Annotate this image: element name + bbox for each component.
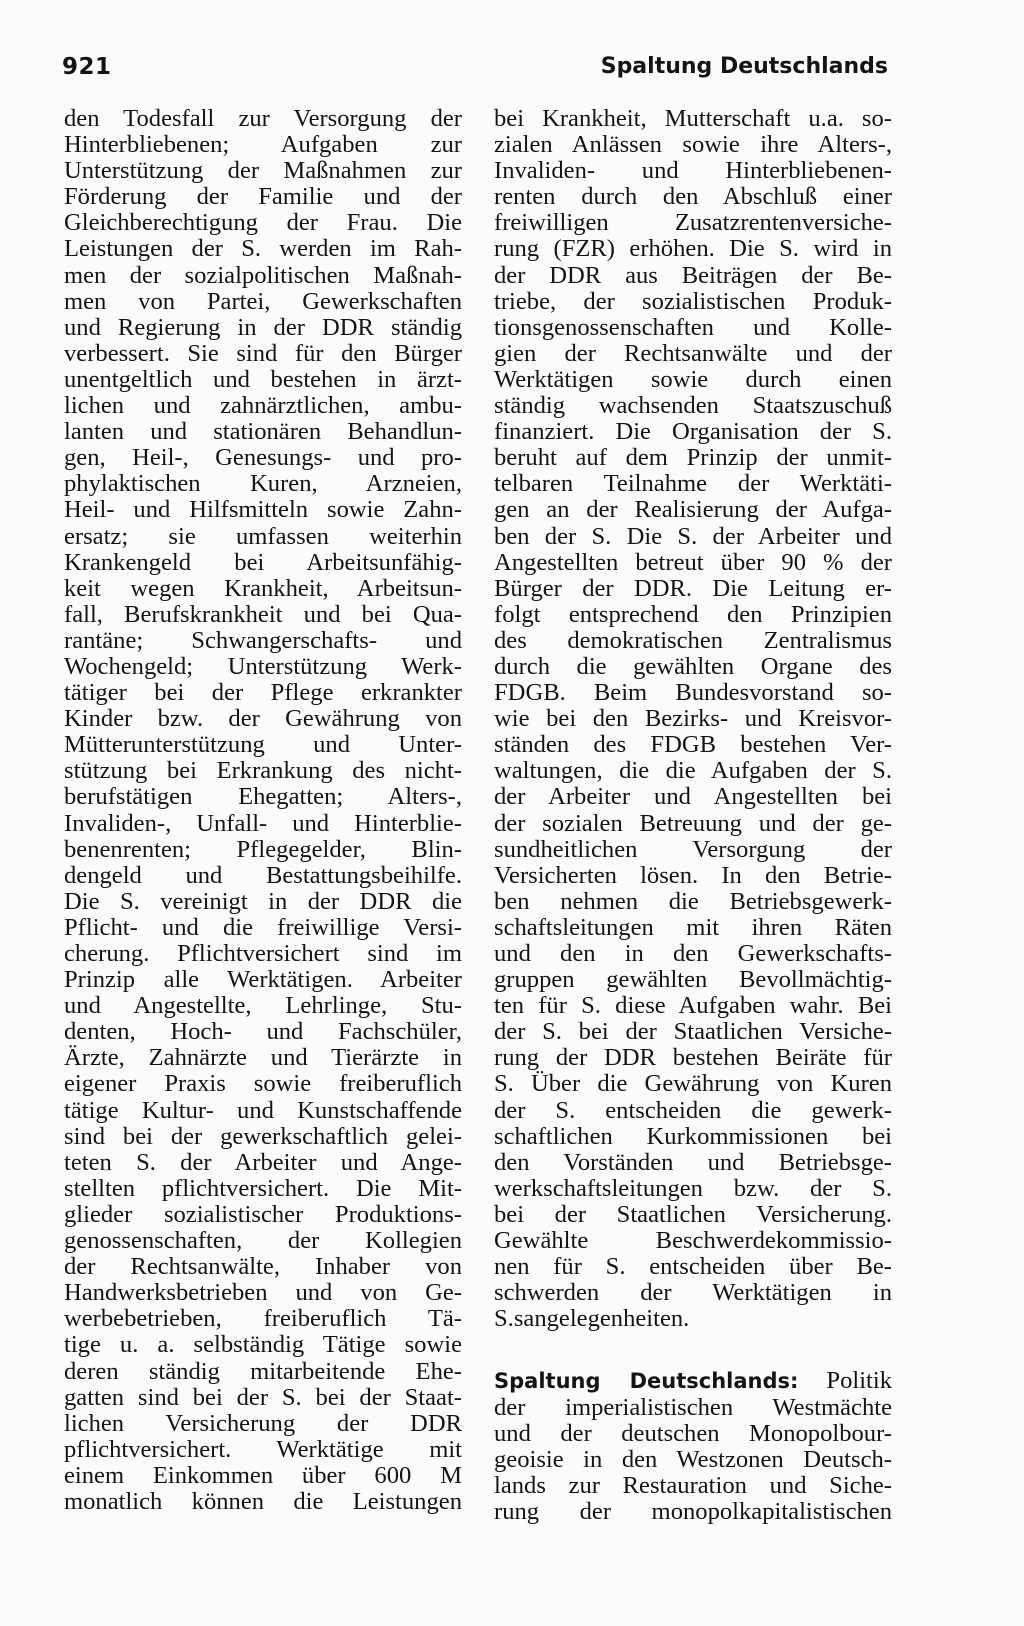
text-line: glieder sozialistischer Produktions- [64, 1200, 462, 1228]
text-line: ben der S. Die S. der Arbeiter und [494, 522, 892, 550]
text-line: rung (FZR) erhöhen. Die S. wird in [494, 235, 892, 263]
text-line: Die S. vereinigt in der DDR die [64, 887, 462, 915]
text-line: tätiger bei der Pflege erkrankter [64, 679, 462, 707]
text-line: S.sangelegenheiten. [494, 1305, 690, 1333]
text-line: tätige Kultur- und Kunstschaffende [64, 1096, 462, 1124]
right-column [494, 106, 892, 1525]
text-line: rung der DDR bestehen Beiräte für [494, 1044, 892, 1072]
text-line: lichen Versicherung der DDR [64, 1409, 462, 1437]
text-line: monatlich können die Leistungen [64, 1487, 462, 1515]
text-line: und der deutschen Monopolbour- [494, 1419, 892, 1447]
text-line: berufstätigen Ehegatten; Alters-, [64, 783, 462, 811]
text-line: tige u. a. selbständig Tätige sowie [64, 1331, 462, 1359]
text-line: zialen Anlässen sowie ihre Alters-, [494, 131, 892, 159]
text-line: bei der Staatlichen Versicherung. [494, 1200, 892, 1228]
text-line: gruppen gewählten Bevollmächtig- [494, 966, 892, 994]
text-line: Angestellten betreut über 90 % der [494, 548, 892, 576]
text-line: unentgeltlich und bestehen in ärzt- [64, 365, 462, 393]
entry-separator [494, 1332, 892, 1368]
text-line: ben nehmen die Betriebsgewerk- [494, 887, 892, 915]
text-line: geoisie in den Westzonen Deutsch- [494, 1445, 892, 1473]
text-line: Unterstützung der Maßnahmen zur [64, 157, 462, 185]
text-line: gatten sind bei der S. bei der Staat- [64, 1383, 462, 1411]
text-line: der Rechtsanwälte, Inhaber von [64, 1253, 462, 1281]
text-line: stellten pflichtversichert. Die Mit- [64, 1174, 462, 1202]
text-line: sundheitlichen Versorgung der [494, 835, 892, 863]
text-line: men der sozialpolitischen Maßnah- [64, 261, 462, 289]
text-line: Förderung der Familie und der [64, 183, 462, 211]
dictionary-entry [494, 1368, 892, 1525]
text-line: werbebetrieben, freiberuflich Tä- [64, 1305, 462, 1333]
text-line: Pflicht- und die freiwillige Versi- [64, 913, 462, 941]
text-line: phylaktischen Kuren, Arzneien, [64, 470, 462, 498]
text-line: teten S. der Arbeiter und Ange- [64, 1148, 462, 1176]
text-line: keit wegen Krankheit, Arbeitsun- [64, 574, 462, 602]
text-line: folgt entsprechend den Prinzipien [494, 600, 892, 628]
text-line: Leistungen der S. werden im Rah- [64, 235, 462, 263]
text-line: gen an der Realisierung der Aufga- [494, 496, 892, 524]
text-line: und den in den Gewerkschafts- [494, 940, 892, 967]
text-line: Prinzip alle Werktätigen. Arbeiter [64, 966, 462, 994]
text-line: eigener Praxis sowie freiberuflich [64, 1070, 462, 1098]
text-line: telbaren Teilnahme der Werktäti- [494, 470, 892, 498]
entry-first-line [494, 1368, 892, 1394]
text-line: beruht auf dem Prinzip der unmit- [494, 444, 892, 472]
text-line: deren ständig mitarbeitende Ehe- [64, 1357, 462, 1385]
text-line: gien der Rechtsanwälte und der [494, 339, 892, 367]
text-line: men von Partei, Gewerkschaften [64, 287, 462, 315]
text-line: ständig wachsenden Staatszuschuß [494, 392, 892, 420]
text-line: Mütterunterstützung und Unter- [64, 731, 462, 759]
text-line: Invaliden-, Unfall- und Hinterblie- [64, 809, 462, 837]
text-line: Bürger der DDR. Die Leitung er- [494, 574, 892, 602]
text-line: der Arbeiter und Angestellten bei [494, 783, 892, 811]
text-line: rung der monopolkapitalistischen [494, 1497, 892, 1525]
text-line: Gewählte Beschwerdekommissio- [494, 1227, 892, 1255]
text-line: einem Einkommen über 600 M [64, 1461, 462, 1489]
text-line: triebe, der sozialistischen Produk- [494, 287, 892, 315]
text-line: tionsgenossenschaften und Kolle- [494, 313, 892, 341]
text-line: schaftsleitungen mit ihren Räten [494, 913, 892, 941]
text-line: ten für S. diese Aufgaben wahr. Bei [494, 992, 892, 1020]
text-line: der sozialen Betreuung und der ge- [494, 809, 892, 837]
text-line: genossenschaften, der Kollegien [64, 1227, 462, 1255]
text-line: den Vorständen und Betriebsge- [494, 1148, 892, 1176]
text-line: Ärzte, Zahnärzte und Tierärzte in [64, 1044, 462, 1072]
text-line: lands zur Restauration und Siche- [494, 1471, 892, 1499]
text-line: denten, Hoch- und Fachschüler, [64, 1018, 462, 1046]
text-line: dengeld und Bestattungsbeihilfe. [64, 861, 462, 889]
text-line: Wochengeld; Unterstützung Werk- [64, 652, 462, 680]
text-line: renten durch den Abschluß einer [494, 183, 892, 211]
text-line: Kinder bzw. der Gewährung von [64, 705, 462, 733]
text-line: Hinterbliebenen; Aufgaben zur [64, 131, 462, 159]
text-line: Invaliden- und Hinterbliebenen- [494, 157, 892, 185]
text-line: gen, Heil-, Genesungs- und pro- [64, 444, 462, 472]
text-line: S. Über die Gewährung von Kuren [494, 1070, 892, 1098]
text-line: wie bei den Bezirks- und Kreisvor- [494, 705, 892, 733]
text-line: der imperialistischen Westmächte [494, 1393, 892, 1421]
left-column [64, 106, 462, 1515]
text-line: durch die gewählten Organe des [494, 652, 892, 680]
text-line: ersatz; sie umfassen weiterhin [64, 522, 462, 550]
text-line: finanziert. Die Organisation der S. [494, 418, 892, 446]
text-line: den Todesfall zur Versorgung der [64, 105, 462, 132]
text-line: und Angestellte, Lehrlinge, Stu- [64, 992, 462, 1020]
text-line: rantäne; Schwangerschafts- und [64, 626, 462, 654]
text-line: schaftlichen Kurkommissionen bei [494, 1122, 892, 1150]
text-line: FDGB. Beim Bundesvorstand so- [494, 679, 892, 707]
entry-first-line-text: Politik [826, 1367, 892, 1395]
text-line: des demokratischen Zentralismus [494, 626, 892, 654]
text-line: Gleichberechtigung der Frau. Die [64, 209, 462, 237]
text-line: werkschaftsleitungen bzw. der S. [494, 1174, 892, 1202]
text-line: stützung bei Erkrankung des nicht- [64, 757, 462, 785]
text-line: lanten und stationären Behandlun- [64, 418, 462, 446]
entry-headword: Spaltung Deutschlands: [494, 1369, 799, 1394]
text-line: bei Krankheit, Mutterschaft u.a. so- [494, 105, 892, 132]
text-line: Versicherten lösen. In den Betrie- [494, 861, 892, 889]
text-line: Krankengeld bei Arbeitsunfähig- [64, 548, 462, 576]
text-line: sind bei der gewerkschaftlich gelei- [64, 1122, 462, 1150]
text-line: und Regierung in der DDR ständig [64, 313, 462, 341]
text-line: der S. entscheiden die gewerk- [494, 1096, 892, 1124]
text-line: nen für S. entscheiden über Be- [494, 1253, 892, 1281]
right-column-text [494, 106, 892, 1332]
text-line: Heil- und Hilfsmitteln sowie Zahn- [64, 496, 462, 524]
text-line: der S. bei der Staatlichen Versiche- [494, 1018, 892, 1046]
page-number: 921 [62, 54, 112, 80]
page-header [62, 54, 888, 94]
text-line: waltungen, die die Aufgaben der S. [494, 757, 892, 785]
text-line: lichen und zahnärztlichen, ambu- [64, 392, 462, 420]
text-line: benenrenten; Pflegegelder, Blin- [64, 835, 462, 863]
text-line: verbessert. Sie sind für den Bürger [64, 339, 462, 367]
text-line: cherung. Pflichtversichert sind im [64, 940, 462, 967]
text-line: Handwerksbetrieben und von Ge- [64, 1279, 462, 1307]
text-line: pflichtversichert. Werktätige mit [64, 1435, 462, 1463]
entry-text [494, 1395, 892, 1525]
text-line: schwerden der Werktätigen in [494, 1279, 892, 1307]
text-line: der DDR aus Beiträgen der Be- [494, 261, 892, 289]
text-line: Werktätigen sowie durch einen [494, 365, 892, 393]
text-line: fall, Berufskrankheit und bei Qua- [64, 600, 462, 628]
text-line: freiwilligen Zusatzrentenversiche- [494, 209, 892, 237]
text-line: ständen des FDGB bestehen Ver- [494, 731, 892, 759]
running-title: Spaltung Deutschlands [600, 54, 888, 79]
